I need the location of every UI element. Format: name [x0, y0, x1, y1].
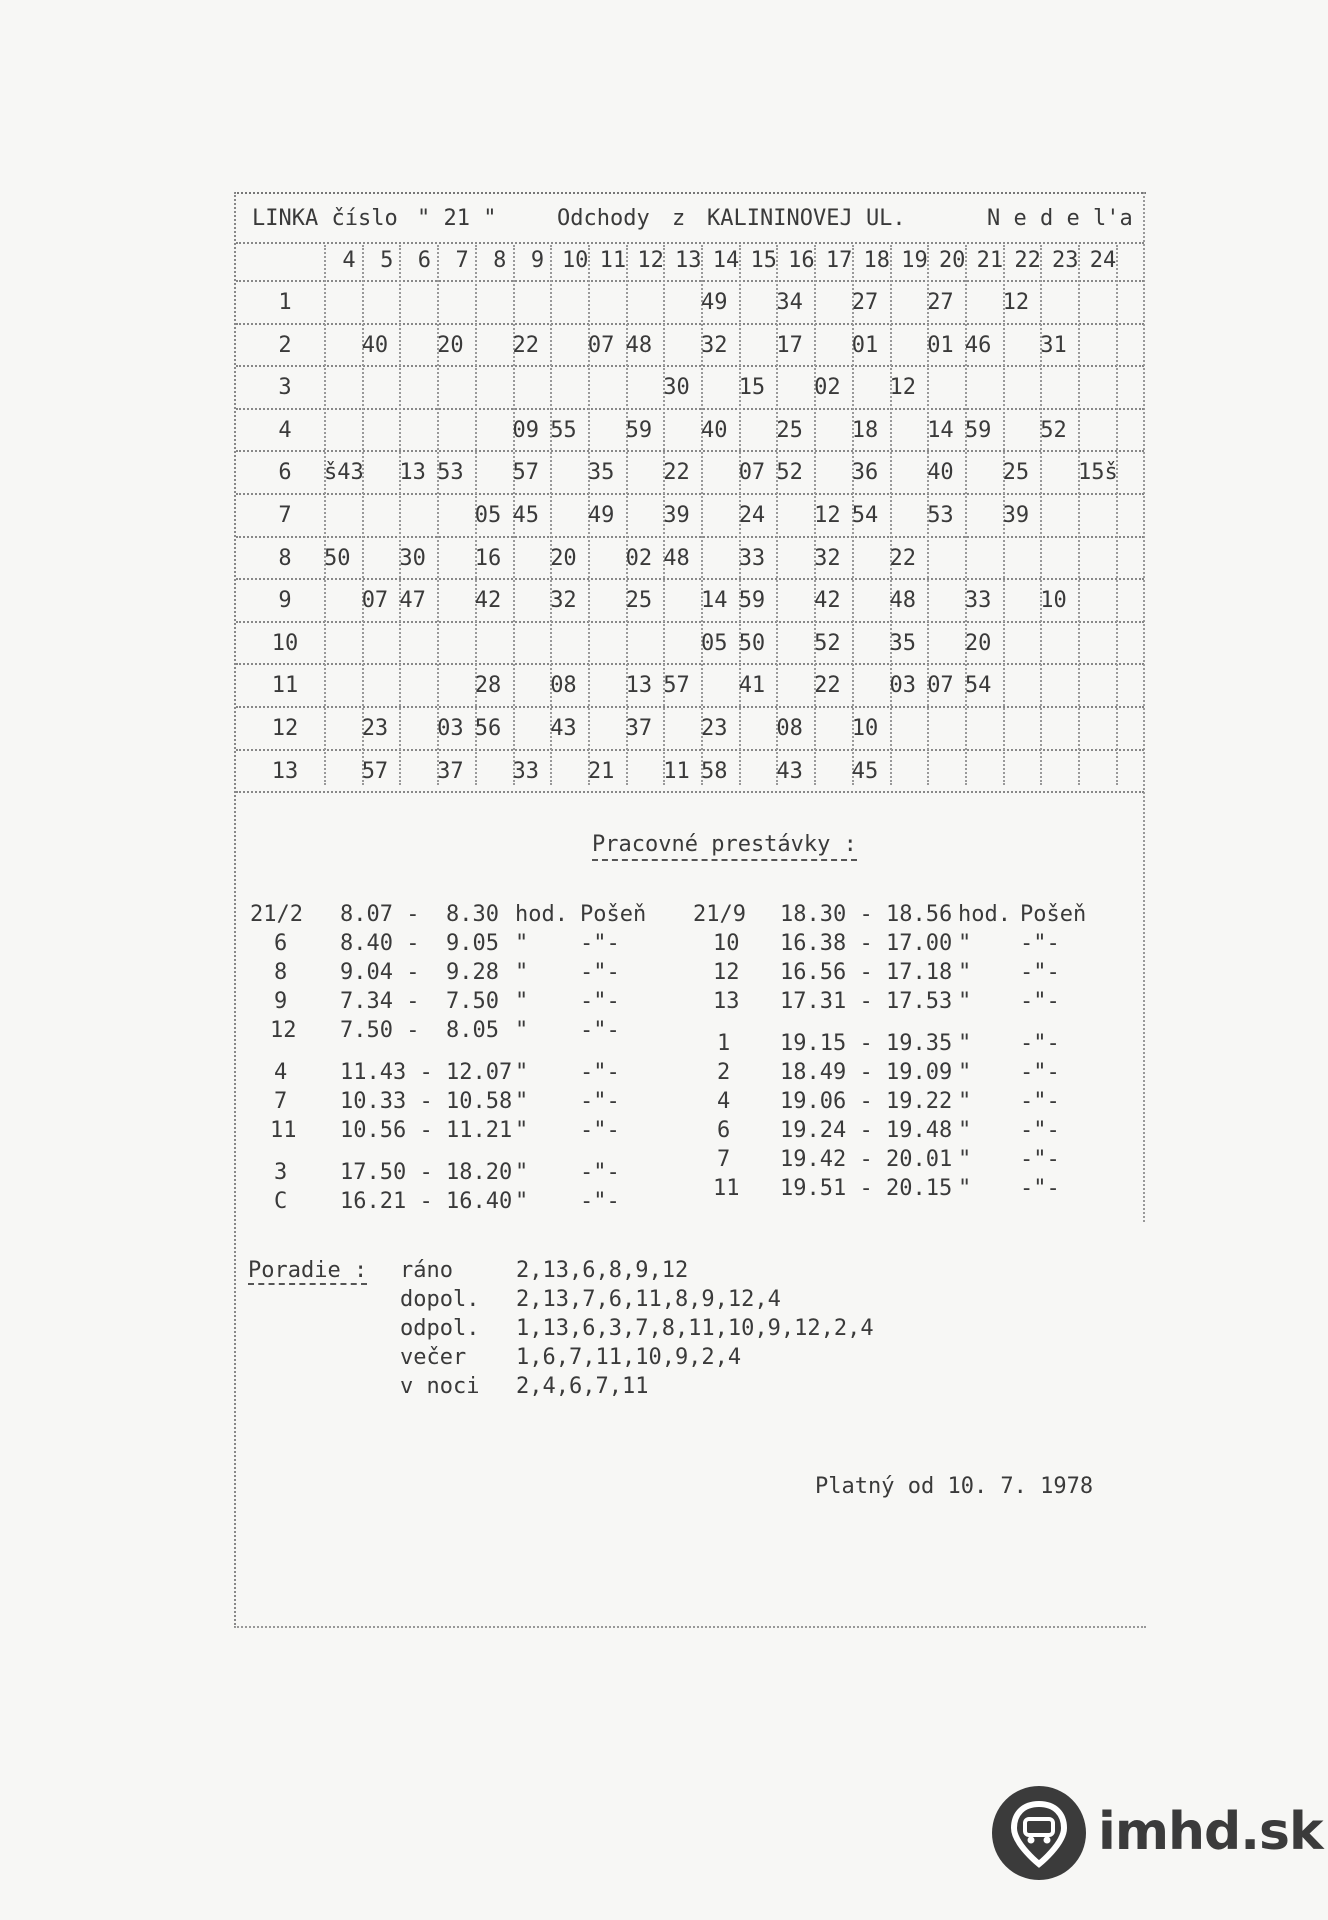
departure-minute: 05 — [701, 630, 728, 656]
grid-line — [236, 450, 1144, 452]
departure-minute: 21 — [587, 758, 615, 784]
row-number: 9 — [278, 588, 292, 614]
departure-minute: 59 — [738, 588, 766, 614]
break-route: 6 — [274, 931, 288, 956]
poradie-sequence: 2,13,6,8,9,12 — [516, 1258, 689, 1283]
departure-minute: 36 — [851, 460, 879, 486]
hour-header: 22 — [1014, 248, 1041, 273]
departure-minute: 54 — [964, 673, 992, 699]
grid-line — [236, 365, 1144, 367]
hour-header: 4 — [342, 248, 356, 273]
break-route: 21/2 — [250, 902, 303, 927]
departure-minute: 10 — [851, 716, 879, 741]
departure-minute: 02 — [625, 545, 653, 571]
departure-minute: 57 — [512, 460, 539, 486]
break-unit: " — [515, 1060, 529, 1085]
break-route: 7 — [274, 1089, 288, 1114]
departure-minute: 10 — [1040, 588, 1067, 614]
grid-line — [362, 245, 364, 785]
poradie-sequence: 1,6,7,11,10,9,2,4 — [516, 1345, 742, 1370]
break-time: 19.15 - 19.35 — [780, 1031, 953, 1056]
departure-minute: 14 — [701, 588, 728, 614]
grid-line — [236, 791, 1144, 793]
hour-header: 10 — [561, 248, 589, 273]
break-place: -"- — [1020, 1031, 1060, 1056]
departure-minute: 12 — [889, 375, 916, 401]
hour-header: 9 — [530, 248, 545, 273]
hour-header: 24 — [1089, 248, 1117, 273]
break-route: 12 — [713, 960, 740, 985]
break-route: C — [274, 1189, 288, 1214]
departure-minute: 55 — [550, 417, 577, 443]
departure-minute: 30 — [663, 375, 690, 401]
departure-minute: 05 — [474, 503, 502, 528]
departure-minute: 39 — [663, 503, 690, 528]
departure-minute: 37 — [625, 716, 653, 741]
departure-minute: 57 — [361, 758, 389, 784]
break-route: 6 — [717, 1118, 731, 1143]
stop-name: KALININOVEJ UL. — [707, 206, 906, 231]
departure-minute: 13 — [399, 460, 426, 486]
break-time: 17.50 - 18.20 — [340, 1160, 513, 1185]
hour-header: 21 — [976, 248, 1004, 273]
grid-line — [1116, 245, 1118, 785]
row-number: 10 — [271, 630, 299, 656]
departure-minute: 39 — [1002, 503, 1030, 528]
break-time: 18.49 - 19.09 — [780, 1060, 953, 1085]
break-route: 10 — [713, 931, 740, 956]
break-time: 7.50 - 8.05 — [340, 1018, 499, 1043]
hour-header: 15 — [750, 248, 777, 273]
grid-line — [236, 578, 1144, 580]
departure-minute: 02 — [814, 375, 841, 401]
departure-minute: 25 — [1002, 460, 1030, 486]
linka-number: " 21 " — [417, 206, 497, 231]
break-place: -"- — [580, 960, 620, 985]
departure-minute: 24 — [738, 503, 766, 528]
row-number: 1 — [278, 290, 292, 315]
departure-minute: 12 — [814, 503, 841, 528]
departure-minute: 49 — [587, 503, 615, 528]
break-time: 16.38 - 17.00 — [780, 931, 953, 956]
break-time: 18.30 - 18.56 — [780, 902, 953, 927]
row-number: 8 — [278, 545, 292, 571]
break-place: Pošeň — [580, 902, 647, 927]
departure-minute: 54 — [851, 503, 879, 528]
departure-minute: 13 — [625, 673, 653, 699]
departure-minute: 33 — [964, 588, 992, 614]
grid-line — [437, 245, 439, 785]
break-time: 9.04 - 9.28 — [340, 960, 499, 985]
break-unit: " — [958, 960, 972, 985]
grid-line — [1078, 245, 1080, 785]
linka-label: LINKA číslo — [252, 206, 398, 231]
departure-minute: 45 — [512, 503, 539, 528]
grid-line — [399, 245, 401, 785]
grid-line — [236, 749, 1144, 751]
departure-minute: 32 — [550, 588, 577, 614]
break-place: -"- — [580, 1018, 620, 1043]
break-route: 7 — [717, 1147, 731, 1172]
break-time: 10.33 - 10.58 — [340, 1089, 513, 1114]
break-place: -"- — [580, 989, 620, 1014]
break-place: -"- — [1020, 1089, 1060, 1114]
departure-minute: 07 — [361, 588, 389, 614]
departure-minute: 42 — [474, 588, 502, 614]
departure-minute: 20 — [550, 545, 577, 571]
departure-minute: 22 — [889, 545, 916, 571]
departure-minute: 53 — [927, 503, 954, 528]
departure-minute: 35 — [587, 460, 615, 486]
grid-line — [236, 493, 1144, 495]
break-time: 8.07 - 8.30 — [340, 902, 499, 927]
break-unit: " — [958, 1147, 972, 1172]
break-time: 17.31 - 17.53 — [780, 989, 953, 1014]
departure-minute: 03 — [889, 673, 916, 699]
break-unit: " — [958, 1118, 972, 1143]
poradie-time: večer — [400, 1345, 467, 1370]
break-route: 2 — [717, 1060, 731, 1085]
break-route: 11 — [270, 1118, 297, 1143]
departure-minute: 53 — [437, 460, 464, 486]
departure-minute: 16 — [474, 545, 502, 571]
departure-minute: 43 — [550, 716, 577, 741]
departure-minute: 15š — [1078, 460, 1118, 486]
grid-line — [236, 280, 1144, 282]
departure-minute: 37 — [437, 758, 464, 784]
departure-minute: 07 — [927, 673, 954, 699]
departure-minute: 42 — [814, 588, 841, 614]
departure-minute: 33 — [738, 545, 766, 571]
hour-header: 14 — [712, 248, 740, 273]
grid-line — [236, 536, 1144, 538]
departure-minute: 40 — [701, 417, 728, 443]
departure-minute: 52 — [1040, 417, 1067, 443]
poradie-time: ráno — [400, 1258, 453, 1283]
departure-minute: 35 — [889, 630, 916, 656]
hour-header: 18 — [863, 248, 891, 273]
break-place: -"- — [1020, 1147, 1060, 1172]
break-place: -"- — [580, 1160, 620, 1185]
departure-minute: 56 — [474, 716, 502, 741]
odchody-label: Odchody — [557, 206, 650, 231]
break-place: -"- — [1020, 989, 1060, 1014]
break-unit: " — [515, 931, 529, 956]
departure-minute: 48 — [625, 332, 653, 358]
departure-minute: 59 — [625, 417, 653, 443]
hour-header: 12 — [637, 248, 664, 273]
break-time: 19.24 - 19.48 — [780, 1118, 953, 1143]
break-route: 12 — [270, 1018, 297, 1043]
departure-minute: 48 — [663, 545, 690, 571]
departure-minute: 11 — [663, 758, 690, 784]
break-route: 11 — [713, 1176, 740, 1201]
breaks-title: Pracovné prestávky : — [592, 832, 857, 861]
break-place: -"- — [580, 1118, 620, 1143]
break-time: 10.56 - 11.21 — [340, 1118, 513, 1143]
break-place: -"- — [580, 1089, 620, 1114]
departure-minute: š43 — [324, 460, 364, 486]
hour-header: 11 — [599, 248, 627, 273]
break-time: 16.21 - 16.40 — [340, 1189, 513, 1214]
break-place: -"- — [1020, 931, 1060, 956]
departure-minute: 01 — [927, 332, 954, 358]
break-unit: hod. — [515, 902, 568, 927]
departure-minute: 45 — [851, 758, 879, 784]
break-place: -"- — [1020, 960, 1060, 985]
break-unit: " — [958, 1176, 972, 1201]
hour-header: 17 — [825, 248, 853, 273]
break-route: 4 — [717, 1089, 731, 1114]
departure-minute: 31 — [1040, 332, 1067, 358]
departure-minute: 58 — [701, 758, 728, 784]
break-unit: " — [515, 960, 529, 985]
poradie-time: v noci — [400, 1374, 480, 1399]
departure-minute: 50 — [324, 545, 351, 571]
break-time: 16.56 - 17.18 — [780, 960, 953, 985]
row-number: 4 — [278, 417, 292, 443]
row-number: 12 — [271, 716, 299, 741]
break-unit: " — [958, 1031, 972, 1056]
break-place: -"- — [580, 1189, 620, 1214]
departure-minute: 34 — [776, 290, 803, 315]
grid-line — [1040, 245, 1042, 785]
departure-minute: 40 — [927, 460, 954, 486]
departure-minute: 49 — [701, 290, 728, 315]
break-unit: hod. — [958, 902, 1011, 927]
departure-minute: 07 — [587, 332, 615, 358]
day-label: N e d e l'a — [987, 206, 1133, 231]
departure-minute: 20 — [437, 332, 464, 358]
departure-minute: 17 — [776, 332, 803, 358]
departure-minute: 28 — [474, 673, 502, 699]
break-time: 19.42 - 20.01 — [780, 1147, 953, 1172]
hour-header: 23 — [1052, 248, 1079, 273]
departure-minute: 43 — [776, 758, 803, 784]
row-number: 6 — [278, 460, 292, 486]
departure-minute: 22 — [814, 673, 841, 699]
departure-minute: 25 — [776, 417, 803, 443]
poradie-sequence: 1,13,6,3,7,8,11,10,9,12,2,4 — [516, 1316, 874, 1341]
departure-minute: 33 — [512, 758, 539, 784]
row-number: 2 — [278, 332, 292, 358]
departure-minute: 59 — [964, 417, 992, 443]
departure-minute: 41 — [738, 673, 766, 699]
row-number: 7 — [278, 503, 292, 528]
grid-line — [324, 245, 326, 785]
departure-minute: 47 — [399, 588, 426, 614]
departure-minute: 32 — [701, 332, 728, 358]
hour-header: 20 — [938, 248, 966, 273]
hour-header: 19 — [901, 248, 928, 273]
poradie-sequence: 2,13,7,6,11,8,9,12,4 — [516, 1287, 781, 1312]
departure-minute: 32 — [814, 545, 841, 571]
grid-line — [236, 663, 1144, 665]
departure-minute: 15 — [738, 375, 766, 401]
imhd-logo[interactable] — [992, 1786, 1323, 1882]
departure-minute: 23 — [361, 716, 389, 741]
departure-minute: 09 — [512, 417, 539, 443]
departure-minute: 22 — [663, 460, 690, 486]
row-number: 3 — [278, 375, 292, 401]
grid-line — [776, 245, 778, 785]
poradie-time: odpol. — [400, 1316, 480, 1341]
break-unit: " — [958, 989, 972, 1014]
break-route: 3 — [274, 1160, 288, 1185]
hour-header: 6 — [417, 248, 432, 273]
break-route: 21/9 — [693, 902, 746, 927]
departure-minute: 50 — [738, 630, 766, 656]
break-route: 4 — [274, 1060, 288, 1085]
break-unit: " — [515, 1189, 529, 1214]
departure-minute: 01 — [851, 332, 879, 358]
break-route: 9 — [274, 989, 288, 1014]
poradie-time: dopol. — [400, 1287, 480, 1312]
poradie-label: Poradie : — [248, 1258, 368, 1283]
break-time: 7.34 - 7.50 — [340, 989, 499, 1014]
break-time: 19.51 - 20.15 — [780, 1176, 953, 1201]
grid-line — [626, 245, 628, 785]
break-place: -"- — [1020, 1118, 1060, 1143]
departure-minute: 40 — [361, 332, 389, 358]
break-unit: " — [515, 1089, 529, 1114]
break-place: -"- — [1020, 1176, 1060, 1201]
break-route: 13 — [713, 989, 740, 1014]
grid-line — [236, 242, 1144, 244]
departure-minute: 22 — [512, 332, 539, 358]
departure-minute: 52 — [776, 460, 803, 486]
break-place: Pošeň — [1020, 902, 1087, 927]
departure-minute: 25 — [625, 588, 653, 614]
departure-minute: 07 — [738, 460, 766, 486]
departure-minute: 46 — [964, 332, 992, 358]
hour-header: 8 — [493, 248, 507, 273]
grid-line — [236, 706, 1144, 708]
break-unit: " — [958, 1089, 972, 1114]
break-unit: " — [515, 1160, 529, 1185]
departure-minute: 23 — [701, 716, 728, 741]
poradie-sequence: 2,4,6,7,11 — [516, 1374, 649, 1399]
logo-brand: imhd.sk — [1098, 1802, 1323, 1862]
row-number: 13 — [271, 758, 299, 784]
departure-minute: 14 — [927, 417, 954, 443]
row-number: 11 — [271, 673, 299, 699]
departure-minute: 12 — [1002, 290, 1030, 315]
break-unit: " — [958, 931, 972, 956]
break-unit: " — [515, 1118, 529, 1143]
bus-icon — [992, 1786, 1086, 1880]
departure-minute: 27 — [851, 290, 879, 315]
hour-header: 7 — [455, 248, 469, 273]
break-unit: " — [958, 1060, 972, 1085]
break-route: 1 — [717, 1031, 731, 1056]
departure-minute: 52 — [814, 630, 841, 656]
grid-line — [236, 323, 1144, 325]
hour-header: 16 — [788, 248, 815, 273]
grid-line — [890, 245, 892, 785]
departure-minute: 30 — [399, 545, 426, 571]
break-place: -"- — [1020, 1060, 1060, 1085]
break-time: 19.06 - 19.22 — [780, 1089, 953, 1114]
departure-minute: 08 — [776, 716, 803, 741]
break-place: -"- — [580, 1060, 620, 1085]
break-time: 11.43 - 12.07 — [340, 1060, 513, 1085]
break-unit: " — [515, 989, 529, 1014]
departure-minute: 03 — [437, 716, 464, 741]
grid-line — [550, 245, 552, 785]
grid-line — [236, 408, 1144, 410]
break-route: 8 — [274, 960, 288, 985]
z-label: z — [672, 206, 686, 231]
grid-line — [701, 245, 703, 785]
grid-line — [965, 245, 967, 785]
hour-header: 13 — [675, 248, 702, 273]
departure-minute: 57 — [663, 673, 690, 699]
break-place: -"- — [580, 931, 620, 956]
departure-minute: 48 — [889, 588, 916, 614]
grid-line — [236, 621, 1144, 623]
departure-minute: 08 — [550, 673, 577, 699]
break-time: 8.40 - 9.05 — [340, 931, 499, 956]
departure-minute: 27 — [927, 290, 954, 315]
departure-minute: 20 — [964, 630, 992, 656]
departure-minute: 18 — [851, 417, 879, 443]
valid-from: Platný od 10. 7. 1978 — [815, 1474, 1094, 1499]
hour-header: 5 — [380, 248, 394, 273]
break-unit: " — [515, 1018, 529, 1043]
